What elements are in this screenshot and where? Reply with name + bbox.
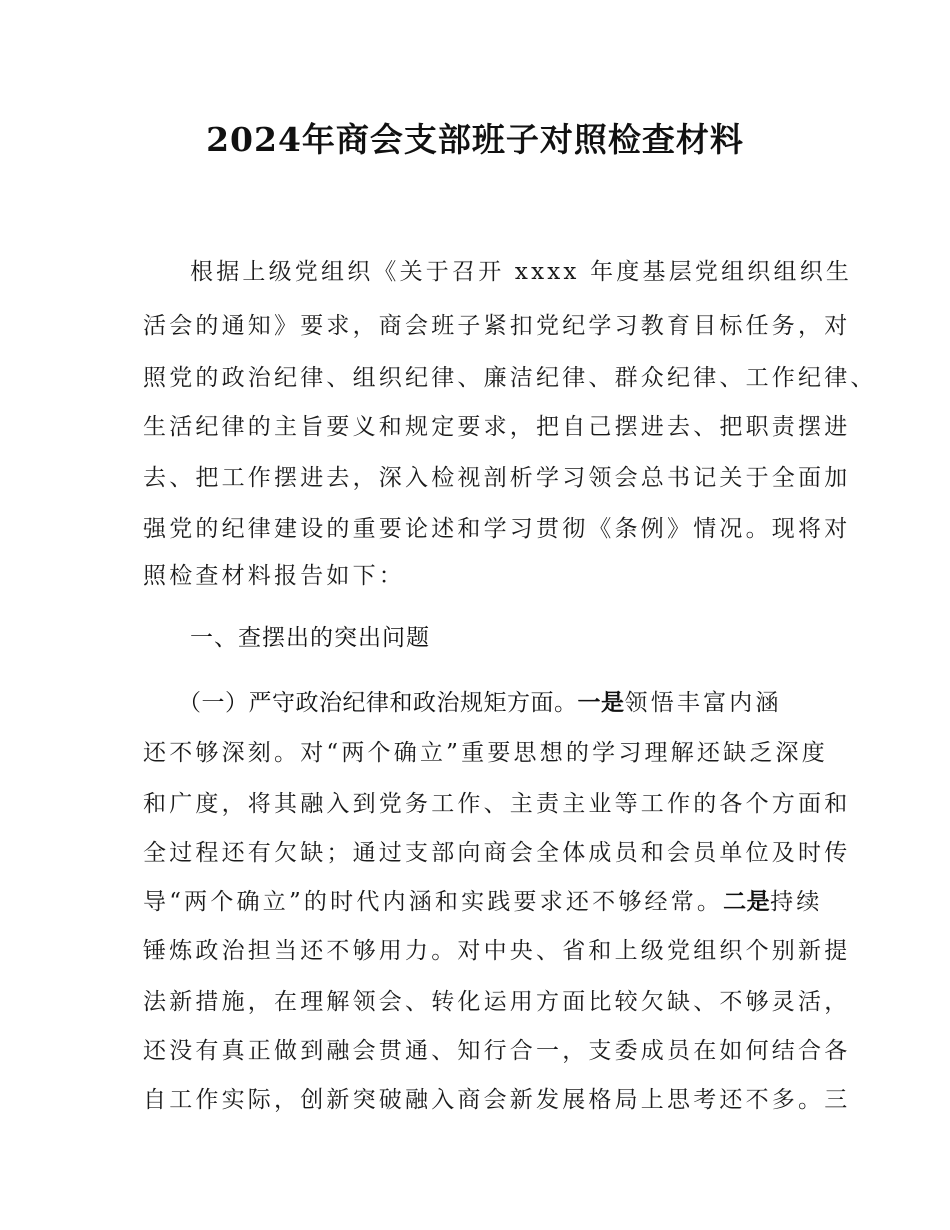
intro-line-2: 活会的通知》要求，商会班子紧扣党纪学习教育目标任务，对 xyxy=(143,313,851,339)
body-line-2: 和广度，将其融入到党务工作、主责主业等工作的各个方面和 xyxy=(143,791,851,817)
section-heading: 一、查摆出的突出问题 xyxy=(190,625,430,651)
body-line-6: 法新措施，在理解领会、转化运用方面比较欠缺、不够灵活， xyxy=(143,989,851,1015)
intro-line-5: 去、把工作摆进去，深入检视剖析学习领会总书记关于全面加 xyxy=(143,465,851,491)
body-line-7: 还没有真正做到融会贯通、知行合一，支委成员在如何结合各 xyxy=(143,1038,851,1064)
document-title: 2024年商会支部班子对照检查材料 xyxy=(206,120,744,159)
intro-line-1: 根据上级党组织《关于召开 xxxx 年度基层党组织组织生 xyxy=(190,259,853,285)
subsection-first-line xyxy=(178,687,782,719)
body-line-4-text: 导“两个确立”的时代内涵和实践要求还不够经常。 xyxy=(143,889,724,915)
point-1-tail: 领悟丰富内涵 xyxy=(624,690,782,716)
subsection-heading: （一）严守政治纪律和政治规矩方面。 xyxy=(178,690,578,716)
body-line-3: 全过程还有欠缺；通过支部向商会全体成员和会员单位及时传 xyxy=(143,840,851,866)
intro-line-7: 照检查材料报告如下： xyxy=(143,563,405,589)
intro-line-3: 照党的政治纪律、组织纪律、廉洁纪律、群众纪律、工作纪律、 xyxy=(143,365,877,391)
point-2-tail: 持续 xyxy=(770,889,823,915)
point-label-1: 一是 xyxy=(577,690,625,716)
intro-line-4: 生活纪律的主旨要义和规定要求，把自己摆进去、把职责摆进 xyxy=(143,414,851,440)
body-line-8: 自工作实际，创新突破融入商会新发展格局上思考还不多。三 xyxy=(143,1087,851,1113)
body-line-4 xyxy=(143,886,823,918)
body-line-1: 还不够深刻。对“两个确立”重要思想的学习理解还缺乏深度 xyxy=(143,740,828,766)
intro-line-6: 强党的纪律建设的重要论述和学习贯彻《条例》情况。现将对 xyxy=(143,516,851,542)
point-label-2: 二是 xyxy=(723,889,771,915)
body-line-5: 锤炼政治担当还不够用力。对中央、省和上级党组织个别新提 xyxy=(143,938,851,964)
